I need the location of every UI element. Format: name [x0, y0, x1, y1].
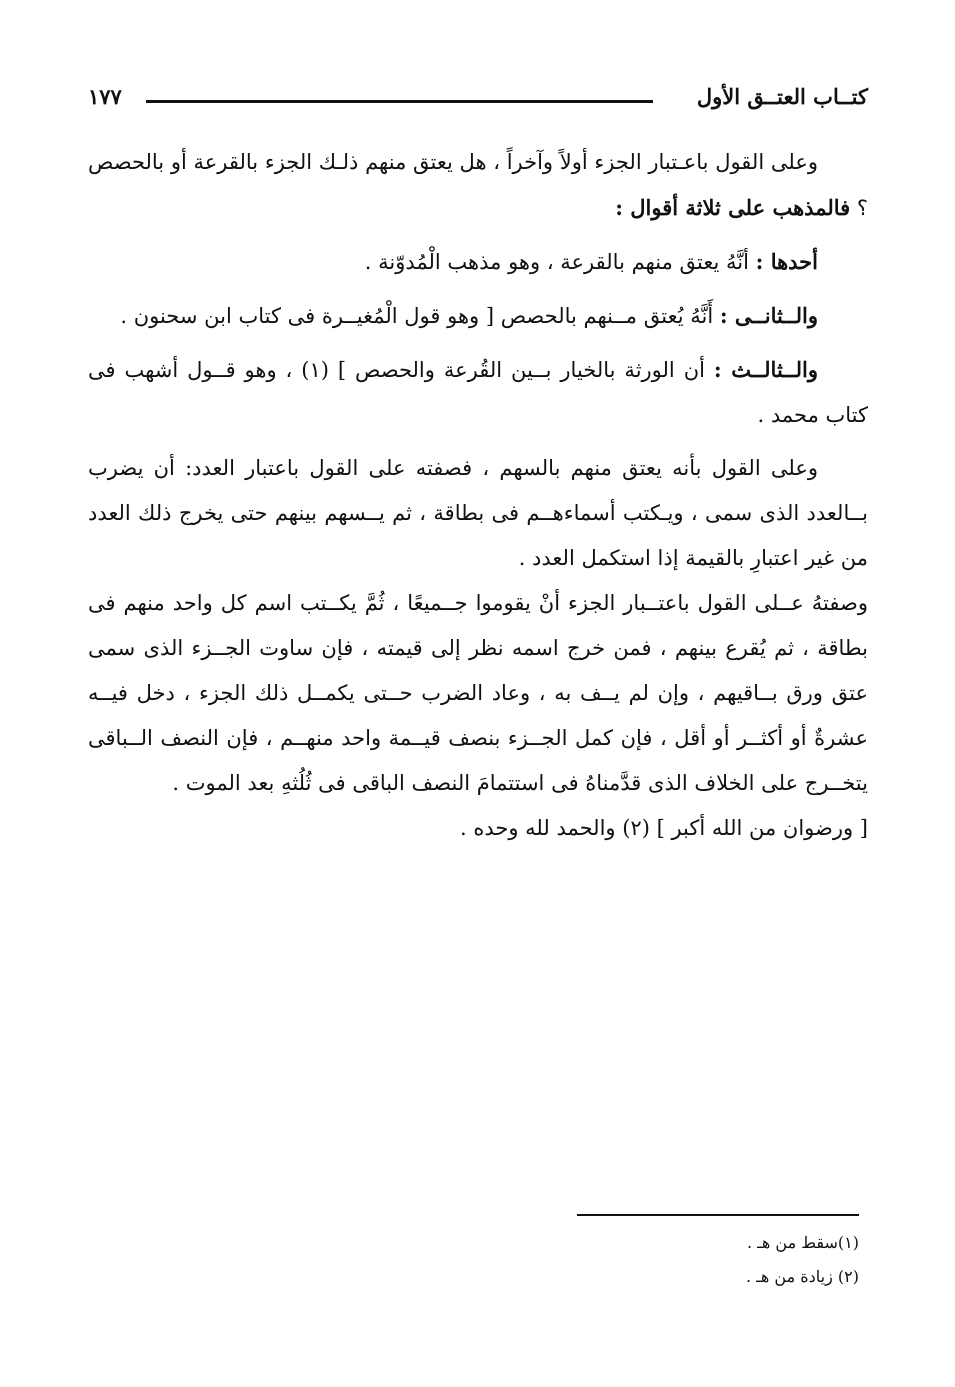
paragraph-text: وعلى القول باعـتبار الجزء أولاً وآخراً ، هل يعتق منهم ذلـك الجزء بالقرعة أو بالحصص ؟: [88, 150, 868, 220]
paragraph-5: [88, 446, 868, 581]
footnote-2: (٢) زيادة من هـ .: [746, 1267, 859, 1286]
paragraph-7: [88, 806, 868, 851]
paragraph-lead: أحدها :: [755, 249, 818, 274]
header-rule: [146, 100, 653, 103]
paragraph-lead: والــثانــى :: [719, 303, 818, 328]
paragraph-2: [88, 239, 868, 285]
footnote-1: (١)سقط من هـ .: [747, 1233, 859, 1252]
paragraph-text: أن الورثة بالخيار بــين القُرعة والحصص ] (١) ، وهو قــول أشهب فى كتاب محمد .: [88, 358, 868, 427]
paragraph-text: أَنَّهُ يُعتق مــنهم بالحصص [ وهو قول الْمُغيــرة فى كتاب ابن سحنون .: [120, 304, 720, 328]
body-text: [88, 140, 868, 859]
paragraph-text: أنَّهُ يعتق منهم بالقرعة ، وهو مذهب الْمُدوّنة .: [364, 250, 756, 274]
paragraph-text: وعلى القول بأنه يعتق منهم بالسهم ، فصفته على القول باعتبار العدد: أن يضرب بــالعدد الذى سمى ، ويـكتب أسماءهــم فى بطاقة ، ثم يــسهم بينهم حتى يخرج ذلك العدد من غير اعتبارِ بالقيمة إذا استكمل العدد .: [88, 456, 868, 570]
running-title: كتــاب العتــق الأول: [696, 84, 868, 109]
paragraph-text: [ ورضوان من الله أكبر ] (٢) والحمد لله وحده .: [460, 816, 868, 840]
paragraph-3: [88, 293, 868, 339]
page-header: [88, 84, 868, 120]
paragraph-6: [88, 581, 868, 806]
footnote-rule: [577, 1214, 859, 1216]
page-number: ١٧٧: [88, 84, 122, 109]
footnotes: [459, 1226, 859, 1294]
paragraph-text: وصفتهُ عــلى القول باعتــبار الجزء أنْ يقوموا جــميعًا ، ثُمَّ يكــتب اسم كل واحد منهم فى بطاقة ، ثم يُقرع بينهم ، فمن خرج اسمه نظر إلى قيمته ، فإن ساوت الجــزء الذى سمى عتق ورق بــاقيهم ، وإن لم يــف به ، وعاد الضرب حــتى يكمــل ذلك الجزء ، دخل فيــه عشرةٌ أو أكثــر أو أقل ، فإن كمل الجــزء بنصف قيــمة واحد منهــم ، فإن النصف الــباقى يتخــرج على الخلاف الذى قدَّمناهُ فى استتمامَ النصف الباقى فى ثُلُثهِ بعد الموت .: [88, 591, 868, 795]
paragraph-bold-text: فالمذهب على ثلاثة أقوال :: [615, 195, 851, 220]
paragraph-lead: والــثالــث :: [713, 357, 818, 382]
paragraph-1: [88, 140, 868, 231]
paragraph-4: [88, 347, 868, 438]
